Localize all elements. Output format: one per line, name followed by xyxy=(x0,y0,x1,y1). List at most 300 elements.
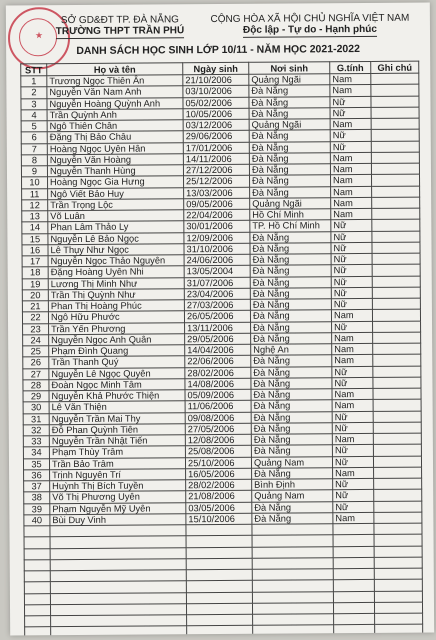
cell-stt: 32 xyxy=(23,424,49,435)
school-name: TRƯỜNG THPT TRẦN PHÚ xyxy=(55,25,185,38)
cell-dob: 27/03/2006 xyxy=(184,299,250,311)
empty-cell xyxy=(252,546,333,558)
cell-birthplace: Đà Nẵng xyxy=(249,130,330,142)
cell-dob: 30/01/2006 xyxy=(184,221,250,233)
cell-gender: Nam xyxy=(330,152,371,164)
cell-note xyxy=(372,231,420,243)
cell-birthplace: Đà Nẵng xyxy=(251,366,332,378)
cell-stt: 9 xyxy=(21,166,47,177)
cell-note xyxy=(372,276,420,288)
cell-note xyxy=(373,332,421,344)
cell-dob: 13/05/2004 xyxy=(184,266,250,278)
empty-cell xyxy=(186,547,252,559)
cell-stt: 15 xyxy=(22,233,48,244)
cell-gender: Nam xyxy=(330,163,371,175)
empty-cell xyxy=(51,615,187,627)
cell-birthplace: Đà Nẵng xyxy=(249,141,330,153)
empty-cell xyxy=(50,592,186,604)
cell-note xyxy=(373,354,421,366)
empty-cell xyxy=(252,557,333,569)
cell-note xyxy=(372,208,420,220)
cell-note xyxy=(372,253,420,265)
cell-stt: 19 xyxy=(22,278,48,289)
cell-dob: 17/01/2006 xyxy=(183,142,249,154)
cell-gender: Nữ xyxy=(332,445,373,457)
empty-cell xyxy=(375,624,423,635)
cell-stt: 29 xyxy=(23,391,49,402)
cell-gender: Nữ xyxy=(330,130,371,142)
empty-cell xyxy=(253,614,334,626)
empty-cell xyxy=(24,548,50,559)
cell-dob: 03/10/2006 xyxy=(183,86,249,98)
cell-note xyxy=(371,107,419,119)
cell-note xyxy=(372,186,420,198)
cell-name: Võ Thị Phương Uyên xyxy=(50,491,186,503)
empty-cell xyxy=(50,547,186,559)
cell-birthplace: Đà Nẵng xyxy=(251,321,332,333)
cell-stt: 25 xyxy=(23,346,49,357)
empty-cell xyxy=(374,591,422,603)
cell-gender: Nữ xyxy=(330,141,371,153)
cell-birthplace: Quảng Ngãi xyxy=(249,74,330,86)
col-header-stt: STT xyxy=(21,64,47,76)
cell-gender: Nữ xyxy=(333,478,374,490)
cell-note xyxy=(373,444,421,456)
cell-note xyxy=(371,141,419,153)
cell-name: Hoàng Ngọc Uyên Hân xyxy=(47,142,183,154)
cell-note xyxy=(373,422,421,434)
cell-note xyxy=(374,501,422,513)
cell-birthplace: Đà Nẵng xyxy=(251,355,332,367)
empty-cell xyxy=(50,581,186,593)
cell-dob: 09/08/2006 xyxy=(185,412,251,424)
cell-dob: 27/05/2006 xyxy=(185,423,251,435)
cell-note xyxy=(371,174,419,186)
cell-gender: Nữ xyxy=(331,298,372,310)
empty-cell xyxy=(374,523,422,535)
cell-name: Nguyễn Ngọc Thảo Nguyên xyxy=(48,255,184,267)
cell-stt: 12 xyxy=(22,199,48,210)
cell-dob: 12/09/2006 xyxy=(184,232,250,244)
cell-birthplace: Đà Nẵng xyxy=(251,332,332,344)
cell-name: Trần Trọng Lộc xyxy=(48,199,184,211)
empty-cell xyxy=(252,535,333,547)
cell-note xyxy=(372,287,420,299)
cell-note xyxy=(372,309,420,321)
cell-gender: Nữ xyxy=(332,456,373,468)
cell-stt: 17 xyxy=(22,256,48,267)
empty-cell xyxy=(252,602,333,614)
cell-birthplace: Nghệ An xyxy=(251,344,332,356)
empty-cell xyxy=(333,591,374,603)
cell-name: Nguyễn Văn Hoàng xyxy=(47,154,183,166)
empty-cell xyxy=(333,535,374,547)
cell-birthplace: Đà Nẵng xyxy=(252,512,333,524)
cell-name: Lê Thụy Như Ngọc xyxy=(48,243,184,255)
empty-cell xyxy=(24,559,50,570)
cell-note xyxy=(374,478,422,490)
cell-note xyxy=(372,264,420,276)
cell-dob: 22/06/2006 xyxy=(185,356,251,368)
cell-dob: 25/10/2006 xyxy=(185,457,251,469)
cell-gender: Nam xyxy=(332,355,373,367)
cell-stt: 16 xyxy=(22,244,48,255)
cell-name: Trần Bảo Trâm xyxy=(49,457,185,469)
cell-stt: 27 xyxy=(23,368,49,379)
cell-name: Ngô Thiên Chân xyxy=(47,120,183,132)
cell-stt: 20 xyxy=(22,289,48,300)
stamp-star-icon: ★ xyxy=(34,30,44,41)
cell-dob: 26/05/2006 xyxy=(184,311,250,323)
nation-header xyxy=(200,13,420,39)
cell-birthplace: Đà Nẵng xyxy=(251,445,332,457)
cell-stt: 26 xyxy=(23,357,49,368)
empty-cell xyxy=(186,569,252,581)
cell-gender: Nữ xyxy=(332,321,373,333)
cell-stt: 34 xyxy=(23,447,49,458)
cell-name: Phạm Nguyễn Mỹ Uyên xyxy=(50,502,186,514)
empty-cell xyxy=(50,570,186,582)
cell-birthplace: Đà Nẵng xyxy=(250,265,331,277)
cell-stt: 3 xyxy=(21,98,47,109)
cell-birthplace: Đà Nẵng xyxy=(250,254,331,266)
cell-name: Hoàng Ngọc Gia Hưng xyxy=(48,176,184,188)
cell-stt: 14 xyxy=(22,222,48,233)
cell-name: Đỗ Phan Quỳnh Tiên xyxy=(49,423,185,435)
cell-gender: Nam xyxy=(332,343,373,355)
cell-name: Nguyễn Văn Nam Anh xyxy=(47,86,183,98)
cell-gender: Nữ xyxy=(331,287,372,299)
cell-stt: 35 xyxy=(23,458,49,469)
cell-note xyxy=(374,489,422,501)
cell-birthplace: Đà Nẵng xyxy=(250,287,331,299)
empty-cell xyxy=(50,536,186,548)
cell-name: Lê Văn Thiện xyxy=(49,401,185,413)
cell-birthplace: Đà Nẵng xyxy=(252,501,333,513)
cell-dob: 05/09/2006 xyxy=(185,389,251,401)
cell-gender: Nữ xyxy=(331,220,372,232)
empty-cell xyxy=(187,614,253,626)
cell-dob: 12/08/2006 xyxy=(185,434,251,446)
cell-stt: 10 xyxy=(22,177,48,188)
cell-birthplace: TP. Hồ Chí Minh xyxy=(250,220,331,232)
cell-note xyxy=(373,388,421,400)
cell-name: Phạm Thùy Trâm xyxy=(49,446,185,458)
empty-cell xyxy=(187,626,253,636)
cell-dob: 29/05/2006 xyxy=(185,333,251,345)
cell-dob: 24/06/2006 xyxy=(184,254,250,266)
cell-stt: 18 xyxy=(22,267,48,278)
cell-dob: 28/02/2006 xyxy=(186,479,252,491)
cell-stt: 40 xyxy=(24,514,50,525)
cell-name: Võ Luân xyxy=(48,210,184,222)
cell-name: Nguyễn Lê Ngọc Quyên xyxy=(49,367,185,379)
cell-note xyxy=(371,73,419,85)
cell-dob: 21/10/2006 xyxy=(183,74,249,86)
cell-stt: 36 xyxy=(24,469,50,480)
cell-name: Trần Thị Quỳnh Như xyxy=(48,288,184,300)
cell-dob: 21/08/2006 xyxy=(186,491,252,503)
cell-birthplace: Đà Nẵng xyxy=(250,276,331,288)
cell-name: Nguyễn Hoàng Quỳnh Anh xyxy=(47,97,183,109)
empty-cell xyxy=(24,593,50,604)
empty-cell xyxy=(24,582,50,593)
col-header-dob: Ngày sinh xyxy=(183,62,249,74)
cell-name: Ngô Hữu Phước xyxy=(48,311,184,323)
empty-cell xyxy=(374,602,422,614)
cell-gender: Nam xyxy=(332,388,373,400)
cell-stt: 4 xyxy=(21,109,47,120)
cell-name: Phan Lâm Thảo Ly xyxy=(48,221,184,233)
cell-gender: Nam xyxy=(330,175,371,187)
cell-note xyxy=(371,129,419,141)
cell-name: Đặng Hoàng Uyên Nhi xyxy=(48,266,184,278)
cell-birthplace: Đà Nẵng xyxy=(249,85,330,97)
cell-stt: 30 xyxy=(23,402,49,413)
cell-gender: Nữ xyxy=(330,96,371,108)
cell-gender: Nữ xyxy=(331,276,372,288)
cell-note xyxy=(371,118,419,130)
cell-note xyxy=(372,219,420,231)
cell-stt: 6 xyxy=(21,132,47,143)
cell-name: Nguyễn Ngọc Anh Quân xyxy=(49,333,185,345)
cell-dob: 03/05/2006 xyxy=(186,502,252,514)
cell-name: Trần Yến Phương xyxy=(49,322,185,334)
empty-cell xyxy=(375,613,423,625)
empty-cell xyxy=(333,557,374,569)
empty-cell xyxy=(252,524,333,536)
cell-note xyxy=(373,411,421,423)
cell-stt: 24 xyxy=(23,334,49,345)
cell-stt: 33 xyxy=(23,436,49,447)
empty-cell xyxy=(252,580,333,592)
empty-cell xyxy=(24,571,50,582)
cell-birthplace: Đà Nẵng xyxy=(250,186,331,198)
empty-cell xyxy=(50,525,186,537)
cell-birthplace: Đà Nẵng xyxy=(249,107,330,119)
cell-gender: Nữ xyxy=(332,411,373,423)
cell-stt: 38 xyxy=(24,492,50,503)
cell-gender: Nam xyxy=(333,467,374,479)
cell-note xyxy=(373,366,421,378)
cell-name: Nguyễn Trần Nhật Tiến xyxy=(49,435,185,447)
cell-dob: 16/05/2006 xyxy=(186,468,252,480)
cell-note xyxy=(374,467,422,479)
cell-birthplace: Đà Nẵng xyxy=(251,422,332,434)
cell-dob: 25/08/2006 xyxy=(185,446,251,458)
cell-birthplace: Quảng Ngãi xyxy=(250,197,331,209)
cell-dob: 13/11/2006 xyxy=(185,322,251,334)
cell-note xyxy=(372,298,420,310)
col-header-note: Ghi chú xyxy=(371,61,419,73)
cell-name: Trần Quỳnh Anh xyxy=(47,109,183,121)
cell-gender: Nữ xyxy=(332,377,373,389)
cell-name: Phan Thị Hoàng Phúc xyxy=(48,300,184,312)
cell-stt: 28 xyxy=(23,379,49,390)
col-header-name: Họ và tên xyxy=(47,63,183,76)
empty-cell xyxy=(25,616,51,627)
cell-birthplace: Đà Nẵng xyxy=(250,299,331,311)
cell-dob: 09/05/2006 xyxy=(184,198,250,210)
cell-name: Lương Thị Minh Như xyxy=(48,277,184,289)
cell-stt: 21 xyxy=(22,301,48,312)
empty-cell xyxy=(24,526,50,537)
empty-cell xyxy=(252,591,333,603)
empty-cell xyxy=(334,613,375,625)
cell-dob: 14/04/2006 xyxy=(185,344,251,356)
cell-gender: Nữ xyxy=(332,366,373,378)
cell-birthplace: Bình Định xyxy=(252,479,333,491)
nation-name: CỘNG HÒA XÃ HỘI CHỦ NGHĨA VIỆT NAM xyxy=(210,12,410,26)
cell-stt: 23 xyxy=(23,323,49,334)
cell-dob: 15/10/2006 xyxy=(186,513,252,525)
empty-cell xyxy=(333,580,374,592)
cell-birthplace: Đà Nẵng xyxy=(251,411,332,423)
cell-dob: 22/04/2006 xyxy=(184,209,250,221)
cell-note xyxy=(371,96,419,108)
cell-gender: Nữ xyxy=(330,107,371,119)
cell-note xyxy=(373,377,421,389)
cell-note xyxy=(373,343,421,355)
cell-gender: Nữ xyxy=(331,231,372,243)
empty-cell xyxy=(50,558,186,570)
empty-cell xyxy=(374,579,422,591)
cell-birthplace: Hồ Chí Minh xyxy=(250,209,331,221)
cell-gender: Nữ xyxy=(333,501,374,513)
cell-gender: Nữ xyxy=(331,253,372,265)
cell-birthplace: Đà Nẵng xyxy=(249,175,330,187)
empty-cell xyxy=(334,625,375,636)
cell-stt: 13 xyxy=(22,211,48,222)
cell-stt: 31 xyxy=(23,413,49,424)
cell-birthplace: Đà Nẵng xyxy=(249,152,330,164)
col-header-gender: G.tính xyxy=(330,61,371,73)
empty-cell xyxy=(24,604,50,615)
cell-gender: Nam xyxy=(332,433,373,445)
cell-birthplace: Đà Nẵng xyxy=(249,164,330,176)
cell-gender: Nam xyxy=(332,400,373,412)
empty-cell xyxy=(252,569,333,581)
cell-name: Nguyễn Khả Phước Thiện xyxy=(49,390,185,402)
empty-cell xyxy=(186,581,252,593)
empty-cell xyxy=(25,627,51,636)
cell-stt: 22 xyxy=(22,312,48,323)
cell-gender: Nam xyxy=(332,332,373,344)
cell-gender: Nữ xyxy=(331,265,372,277)
cell-birthplace: Quảng Nam xyxy=(252,490,333,502)
cell-stt: 8 xyxy=(21,154,47,165)
cell-dob: 05/02/2006 xyxy=(183,97,249,109)
cell-dob: 29/06/2006 xyxy=(183,131,249,143)
cell-birthplace: Đà Nẵng xyxy=(250,310,331,322)
cell-name: Phạm Đình Quang xyxy=(49,345,185,357)
cell-dob: 31/10/2006 xyxy=(184,243,250,255)
cell-dob: 13/03/2006 xyxy=(184,187,250,199)
cell-name: Bùi Duy Vinh xyxy=(50,513,186,525)
cell-birthplace: Đà Nẵng xyxy=(251,389,332,401)
cell-name: Huỳnh Thị Bích Tuyền xyxy=(50,480,186,492)
cell-birthplace: Đà Nẵng xyxy=(250,231,331,243)
cell-name: Nguyễn Trần Mai Thy xyxy=(49,412,185,424)
cell-name: Nguyễn Thanh Hùng xyxy=(47,165,183,177)
empty-table-row xyxy=(25,624,423,635)
cell-note xyxy=(371,163,419,175)
cell-note xyxy=(373,321,421,333)
cell-birthplace: Quảng Ngãi xyxy=(249,119,330,131)
cell-gender: Nam xyxy=(330,85,371,97)
cell-birthplace: Đà Nẵng xyxy=(250,242,331,254)
cell-dob: 10/05/2006 xyxy=(183,108,249,120)
cell-gender: Nữ xyxy=(332,422,373,434)
cell-stt: 37 xyxy=(24,481,50,492)
cell-gender: Nữ xyxy=(333,490,374,502)
empty-cell xyxy=(186,592,252,604)
cell-dob: 14/11/2006 xyxy=(183,153,249,165)
empty-cell xyxy=(253,625,334,636)
cell-dob: 25/12/2006 xyxy=(184,176,250,188)
student-table xyxy=(20,61,423,636)
cell-name: Nguyễn Lê Bảo Ngọc xyxy=(48,232,184,244)
cell-name: Trần Thanh Quý xyxy=(49,356,185,368)
empty-cell xyxy=(186,524,252,536)
empty-cell xyxy=(374,557,422,569)
cell-dob: 23/04/2006 xyxy=(184,288,250,300)
cell-birthplace: Đà Nẵng xyxy=(249,96,330,108)
cell-name: Đoàn Ngọc Minh Tâm xyxy=(49,378,185,390)
cell-stt: 7 xyxy=(21,143,47,154)
empty-cell xyxy=(333,602,374,614)
cell-note xyxy=(371,152,419,164)
cell-note xyxy=(372,197,420,209)
cell-birthplace: Đà Nẵng xyxy=(251,377,332,389)
document-page xyxy=(6,3,434,636)
empty-cell xyxy=(333,568,374,580)
cell-gender: Nam xyxy=(331,208,372,220)
empty-cell xyxy=(186,536,252,548)
cell-dob: 28/02/2006 xyxy=(185,367,251,379)
cell-note xyxy=(374,512,422,524)
agency-header xyxy=(40,14,200,39)
cell-note xyxy=(373,456,421,468)
empty-cell xyxy=(50,603,186,615)
cell-stt: 11 xyxy=(22,188,48,199)
cell-dob: 11/06/2006 xyxy=(185,401,251,413)
cell-gender: Nam xyxy=(330,118,371,130)
cell-dob: 14/08/2006 xyxy=(185,378,251,390)
agency-name: SỞ GD&ĐT TP. ĐÀ NẴNG xyxy=(60,14,179,27)
cell-gender: Nam xyxy=(331,197,372,209)
cell-gender: Nam xyxy=(333,512,374,524)
cell-name: Trương Ngọc Thiên Ân xyxy=(47,75,183,87)
col-header-birthplace: Nơi sinh xyxy=(249,62,330,75)
cell-note xyxy=(373,399,421,411)
cell-note xyxy=(373,433,421,445)
cell-note xyxy=(371,84,419,96)
cell-stt: 1 xyxy=(21,76,47,87)
cell-stt: 39 xyxy=(24,503,50,514)
empty-cell xyxy=(51,626,187,635)
empty-cell xyxy=(374,546,422,558)
cell-gender: Nam xyxy=(330,73,371,85)
cell-name: Ngô Viết Bảo Huy xyxy=(48,187,184,199)
nation-motto: Độc lập - Tự do - Hạnh phúc xyxy=(242,23,377,36)
cell-stt: 2 xyxy=(21,87,47,98)
cell-dob: 03/12/2006 xyxy=(183,119,249,131)
cell-gender: Nam xyxy=(331,310,372,322)
cell-stt: 5 xyxy=(21,121,47,132)
empty-cell xyxy=(24,537,50,548)
cell-birthplace: Đà Nẵng xyxy=(251,400,332,412)
